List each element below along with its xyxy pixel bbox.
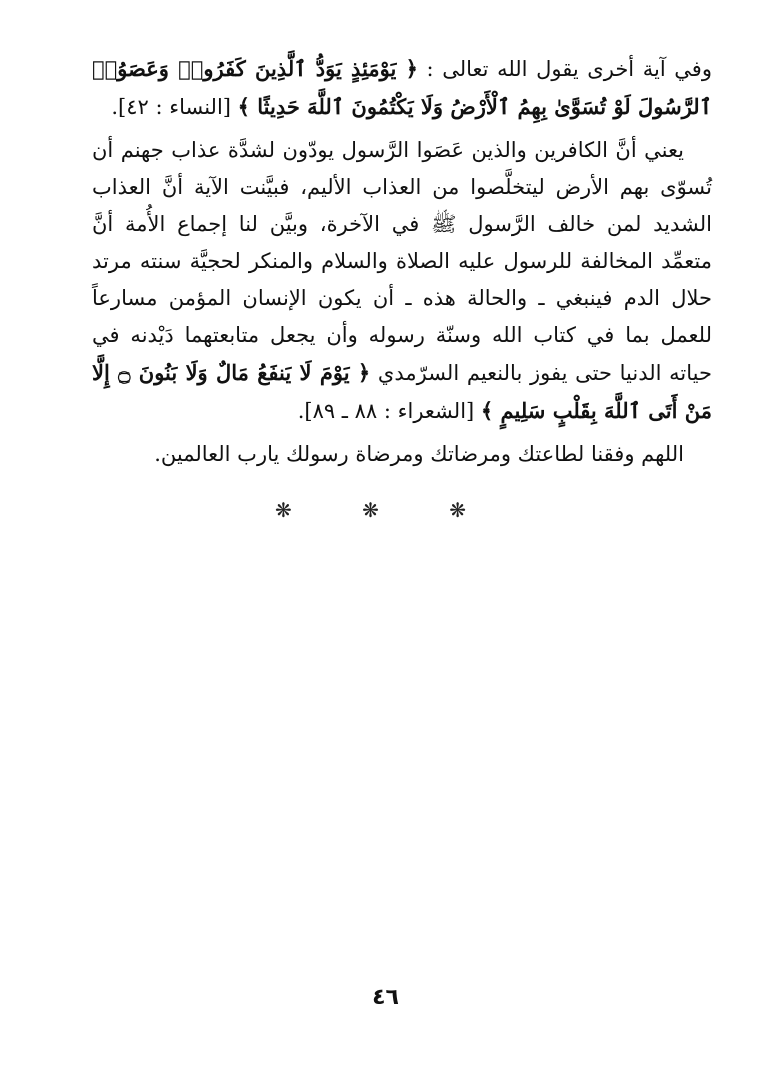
separator-star-icon: ❋ — [274, 498, 322, 522]
section-separator — [0, 498, 771, 522]
explanation-text: يعني أنَّ الكافرين والذين عَصَوا الرَّسول يودّون لشدَّة عذاب جهنم أن تُسوّى بهم الأرض ليتخلَّصوا من العذاب الأليم، فبيَّنت الآية أنَّ العذاب الشديد لمن خالف الرَّسول ﷺ في الآخرة، وبيَّن لنا إجماع الأُمة أنَّ متعمِّد المخالفة للرسول عليه الصلاة والسلام والمنكر لحجيَّة سنته مرتد حلال الدم فينبغي ـ والحالة هذه ـ أن يكون الإنسان المؤمن مسارعاً للعمل بما في كتاب الله وسنّة رسوله وأن يجعل متابعتهما دَيْدنه في حياته الدنيا حتى يفوز بالنعيم السرّمدي — [92, 138, 712, 385]
page-number: ٤٦ — [372, 985, 399, 1010]
separator-star-icon: ❋ — [362, 498, 409, 522]
quran-verse-shuara: ﴿ يَوْمَ لَا يَنفَعُ مَالٌ وَلَا بَنُونَ ۝ إِلَّا مَنْ أَتَى ٱللَّهَ بِقَلْبٍ سَلِيمٍ ﴾ — [92, 360, 712, 423]
page-body — [92, 50, 712, 473]
quran-verse-nisa: ﴿ يَوْمَئِذٍ يَوَدُّ ٱلَّذِينَ كَفَرُوا۟ وَعَصَوُا۟ ٱلرَّسُولَ لَوْ تُسَوَّىٰ بِهِمُ ٱلْأَرْضُ وَلَا يَكْتُمُونَ ٱللَّهَ حَدِيثًا ﴾ — [92, 56, 712, 119]
paragraph-verse-intro — [92, 50, 712, 126]
verse-reference-nisa: [النساء : ٤٢]. — [111, 95, 231, 119]
separator-star-icon: ❋ — [449, 498, 496, 522]
verse-reference-shuara: [الشعراء : ٨٨ ـ ٨٩]. — [297, 399, 475, 423]
closing-supplication: اللهم وفقنا لطاعتك ومرضاتك ومرضاة رسولك يارب العالمين. — [154, 442, 684, 466]
intro-text: وفي آية أخرى يقول الله تعالى : — [426, 57, 712, 81]
paragraph-explanation — [92, 132, 712, 430]
